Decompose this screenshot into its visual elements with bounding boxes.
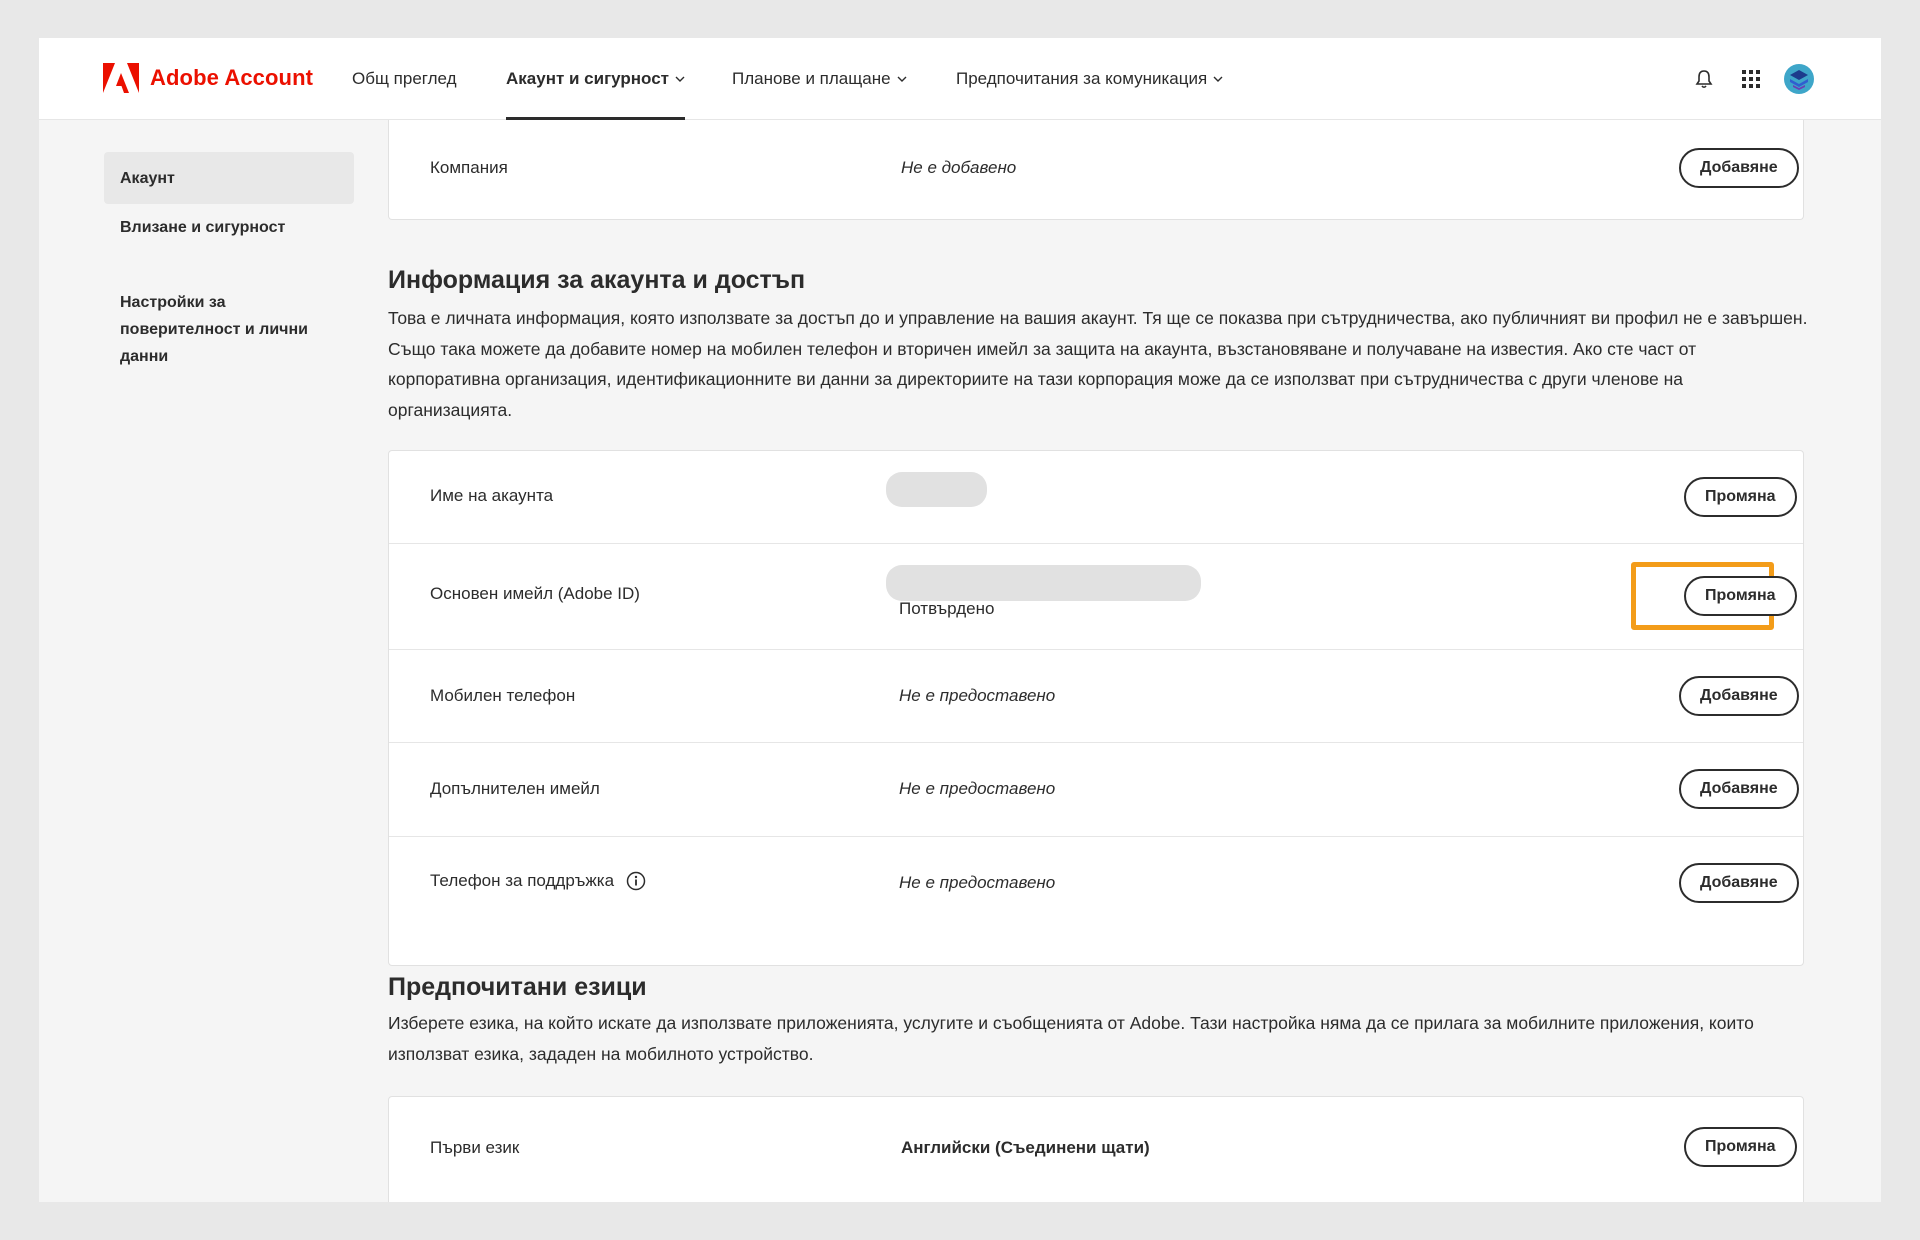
tab-account-security[interactable] xyxy=(506,38,685,120)
first-language-row xyxy=(389,1097,1803,1202)
account-info-description: Това е личната информация, която използвате за достъп до и управление на вашия акаунт. Тя ще се показва при сътрудничества, ако публичният ви профил не е завършен. Също така можете да добавите номер на мобилен телефон и вторичен имейл за защита на акаунта, възстановяване и получаване на известия. Ако сте част от корпоративна организация, идентификационните ви данни за директориите на тази корпорация може да се използват при сътрудничества с други членове на организацията. xyxy=(388,308,1808,420)
account-info-card xyxy=(388,450,1804,966)
additional-email-row xyxy=(389,743,1803,837)
redacted-account-name xyxy=(886,472,987,507)
mobile-phone-label: Мобилен телефон xyxy=(430,686,576,705)
sidebar-item-label: Настройки за поверителност и лични данни xyxy=(120,294,308,365)
brand-name: Adobe Account xyxy=(150,65,314,90)
additional-email-value: Не е предоставено xyxy=(899,779,1056,798)
brand[interactable] xyxy=(103,63,313,93)
support-phone-row xyxy=(389,837,1803,967)
tab-label: Предпочитания за комуникация xyxy=(956,69,1208,88)
sidebar-item-label: Влизане и сигурност xyxy=(120,219,286,236)
change-primary-email-button[interactable]: Промяна xyxy=(1684,576,1797,616)
account-name-row xyxy=(389,451,1803,544)
account-name-label: Име на акаунта xyxy=(430,486,554,505)
primary-email-label: Основен имейл (Adobe ID) xyxy=(430,584,640,603)
primary-email-row xyxy=(389,544,1803,650)
top-navigation-bar xyxy=(39,38,1881,120)
chevron-down-icon xyxy=(897,74,907,84)
adobe-logo-icon xyxy=(103,63,139,93)
tab-communication-preferences[interactable] xyxy=(956,38,1223,120)
email-verified-status: Потвърдено xyxy=(899,599,995,618)
company-value: Не е добавено xyxy=(901,158,1017,177)
company-row xyxy=(389,120,1803,220)
support-phone-value: Не е предоставено xyxy=(899,873,1056,892)
chevron-down-icon xyxy=(1213,74,1223,84)
bell-icon[interactable] xyxy=(1691,66,1717,92)
change-first-language-button[interactable]: Промяна xyxy=(1684,1127,1797,1167)
sidebar-item-label: Акаунт xyxy=(120,169,175,187)
company-card xyxy=(388,120,1804,220)
mobile-phone-value: Не е предоставено xyxy=(899,686,1056,705)
apps-grid-icon[interactable] xyxy=(1738,66,1764,92)
languages-card xyxy=(388,1096,1804,1202)
tab-label: Общ преглед xyxy=(352,69,457,88)
languages-title: Предпочитани езици xyxy=(388,973,647,1001)
tab-label: Планове и плащане xyxy=(732,69,891,88)
add-company-button[interactable]: Добавяне xyxy=(1679,148,1799,188)
redacted-email xyxy=(886,565,1201,601)
chevron-down-icon xyxy=(675,74,685,84)
account-info-title: Информация за акаунта и достъп xyxy=(388,266,806,294)
first-language-label: Първи език xyxy=(430,1138,520,1157)
first-language-value: Английски (Съединени щати) xyxy=(901,1138,1150,1157)
add-additional-email-button[interactable]: Добавяне xyxy=(1679,769,1799,809)
add-mobile-phone-button[interactable]: Добавяне xyxy=(1679,676,1799,716)
change-account-name-button[interactable]: Промяна xyxy=(1684,477,1797,517)
adobe-account-window xyxy=(39,38,1881,1202)
languages-description: Изберете езика, на който искате да използвате приложенията, услугите и съобщенията от Adobe. Тази настройка няма да се прилага за мобилните приложения, които използват езика, зададен на мобилното устройство. xyxy=(388,1013,1754,1064)
support-phone-label xyxy=(430,871,646,891)
tab-label: Акаунт и сигурност xyxy=(506,69,669,88)
sidebar-item-account[interactable] xyxy=(104,152,354,204)
mobile-phone-row xyxy=(389,650,1803,743)
info-icon[interactable] xyxy=(626,871,646,891)
tab-plans-payment[interactable] xyxy=(732,38,907,120)
add-support-phone-button[interactable]: Добавяне xyxy=(1679,863,1799,903)
avatar[interactable] xyxy=(1784,64,1814,94)
sidebar-item-sign-in-security[interactable] xyxy=(104,214,354,241)
tab-overview[interactable] xyxy=(352,38,457,120)
company-label: Компания xyxy=(430,158,508,177)
support-phone-label-text: Телефон за поддръжка xyxy=(430,871,615,890)
additional-email-label: Допълнителен имейл xyxy=(430,779,600,798)
sidebar-item-privacy[interactable] xyxy=(104,289,334,370)
